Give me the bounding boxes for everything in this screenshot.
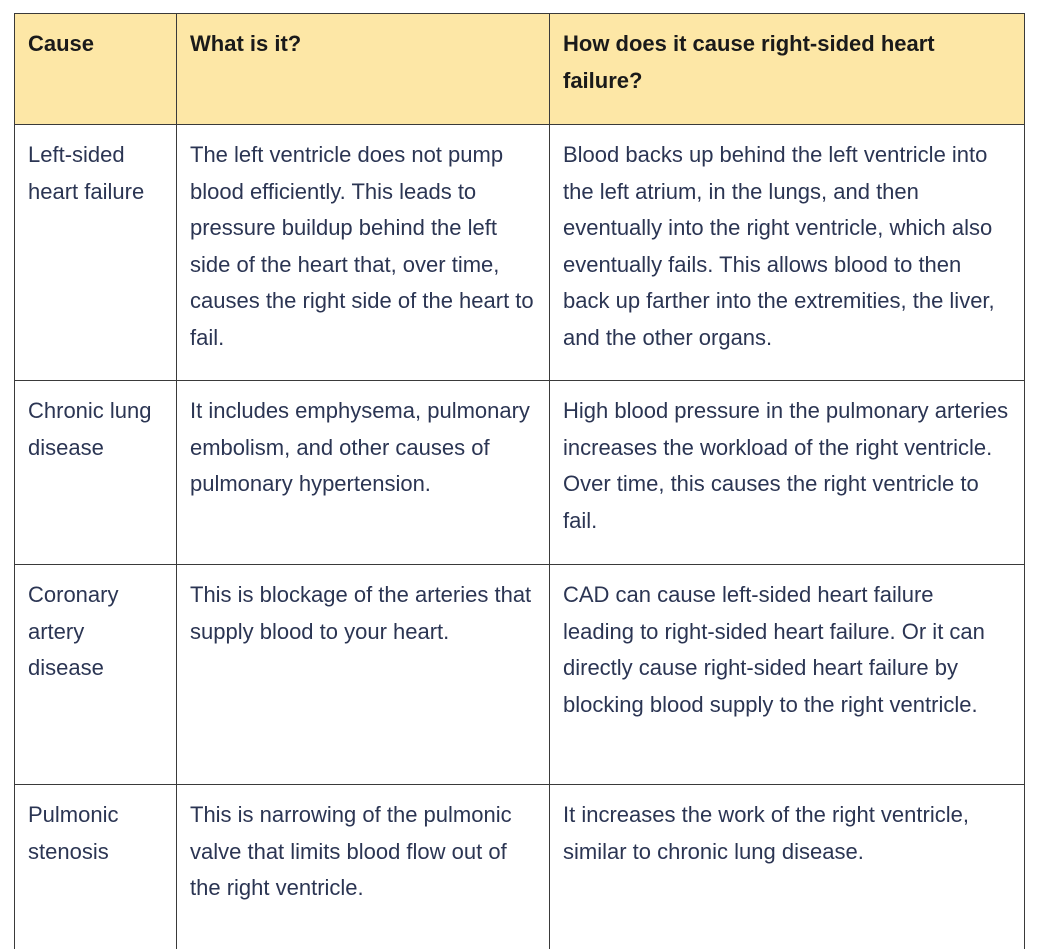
how-cell: It increases the work of the right ventricle, similar to chronic lung disease. [550,785,1025,949]
table-header [15,14,1025,125]
how-cell: High blood pressure in the pulmonary arteries increases the workload of the right ventricle. Over time, this causes the right ventricle to fail. [550,381,1025,565]
header-how-it-causes: How does it cause right-sided heart failure? [550,14,1025,125]
what-cell: It includes emphysema, pulmonary embolism, and other causes of pulmonary hypertension. [177,381,550,565]
heart-failure-causes-table-container [14,13,1024,943]
what-cell: This is narrowing of the pulmonic valve that limits blood flow out of the right ventricle. [177,785,550,949]
table-row [15,565,1025,785]
what-cell: The left ventricle does not pump blood efficiently. This leads to pressure buildup behind the left side of the heart that, over time, causes the right side of the heart to fail. [177,125,550,381]
header-what-is-it: What is it? [177,14,550,125]
cause-cell: Coronary artery disease [15,565,177,785]
table-body [15,125,1025,949]
header-cause: Cause [15,14,177,125]
cause-cell: Chronic lung disease [15,381,177,565]
cause-cell: Pulmonic stenosis [15,785,177,949]
table-row [15,381,1025,565]
table-row [15,785,1025,949]
heart-failure-causes-table [14,13,1025,949]
how-cell: CAD can cause left-sided heart failure leading to right-sided heart failure. Or it can directly cause right-sided heart failure by blocking blood supply to the right ventricle. [550,565,1025,785]
table-row [15,125,1025,381]
what-cell: This is blockage of the arteries that supply blood to your heart. [177,565,550,785]
how-cell: Blood backs up behind the left ventricle into the left atrium, in the lungs, and then eventually into the right ventricle, which also eventually fails. This allows blood to then back up farther into the extremities, the liver, and the other organs. [550,125,1025,381]
cause-cell: Left-sided heart failure [15,125,177,381]
header-row [15,14,1025,125]
